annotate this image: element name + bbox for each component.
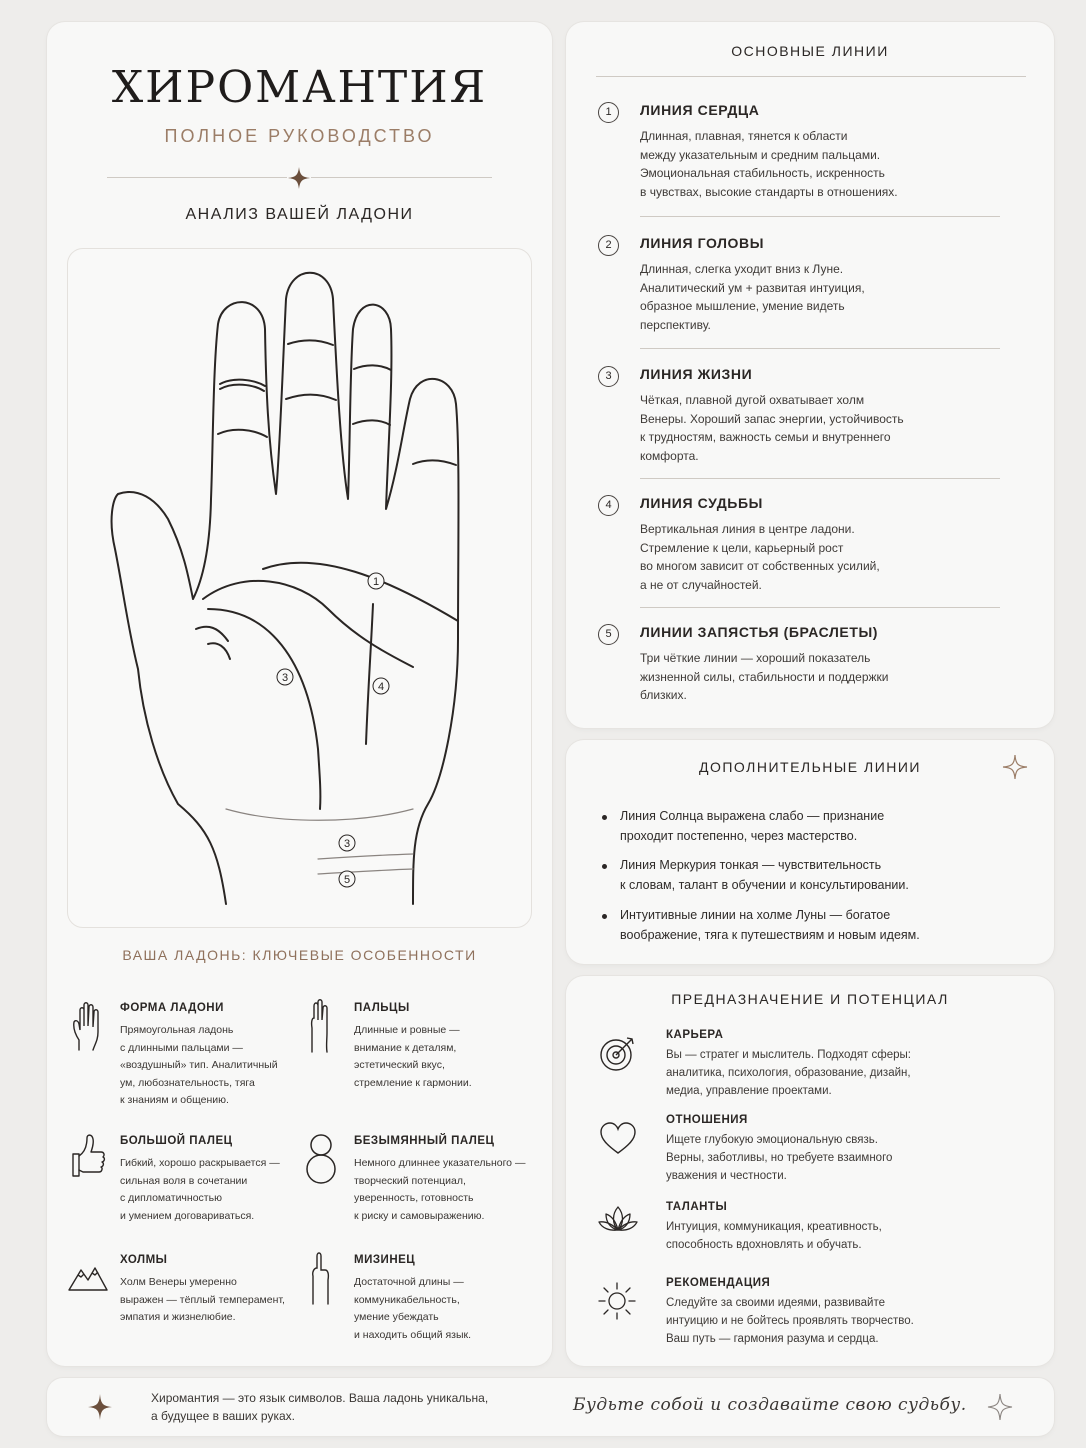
feature-title: БОЛЬШОЙ ПАЛЕЦ [120, 1135, 233, 1147]
svg-text:3: 3 [343, 838, 351, 850]
line-description: Вертикальная линия в центре ладони. Стремление к цели, карьерный рост во многом зависит от собственных усилий, а не от случайностей. [640, 522, 880, 592]
hand-marker [339, 835, 355, 851]
divider [640, 216, 1000, 217]
svg-text:3: 3 [281, 672, 289, 684]
feature-text: Длинные и ровные — внимание к деталям, эстетический вкус, стремление к гармонии. [354, 1024, 472, 1089]
list-item: Интуитивные линии на холме Луны — богатое воображение, тяга к путешествиям и новым идеям. [620, 908, 920, 942]
target-icon [599, 1034, 637, 1072]
thumb-icon [69, 1132, 107, 1180]
analysis-heading: АНАЛИЗ ВАШЕЙ ЛАДОНИ [185, 206, 414, 223]
sparkle-icon [1002, 754, 1028, 780]
line-title: ЛИНИЯ СУДЬБЫ [640, 495, 763, 511]
sun-icon [597, 1281, 637, 1321]
hand-marker [277, 669, 293, 685]
hand-illustration [68, 249, 531, 927]
main-lines-heading: ОСНОВНЫЕ ЛИНИИ [731, 43, 889, 59]
feature-text: Гибкий, хорошо раскрывается — сильная воля в сочетании с дипломатичностью и умением договариваться. [120, 1157, 280, 1222]
feature-title: ФОРМА ЛАДОНИ [120, 1002, 224, 1014]
purpose-text: Следуйте за своими идеями, развивайте интуицию и не бойтесь проявлять творчество. Ваш путь — гармония разума и сердца. [666, 1297, 914, 1345]
bullet [602, 815, 607, 820]
divider [640, 478, 1000, 479]
line-title: ЛИНИЯ СЕРДЦА [640, 102, 760, 118]
svg-text:1: 1 [372, 576, 380, 588]
fingers-icon [308, 998, 332, 1054]
bullet [602, 914, 607, 919]
number-badge: 5 [598, 624, 619, 645]
number-badge: 1 [598, 102, 619, 123]
main-lines-card [566, 22, 1054, 728]
divider [640, 607, 1000, 608]
feature-title: ХОЛМЫ [120, 1254, 168, 1266]
feature-title: БЕЗЫМЯННЫЙ ПАЛЕЦ [354, 1135, 495, 1147]
hand-marker [339, 871, 355, 887]
purpose-title: КАРЬЕРА [666, 1029, 724, 1041]
sparkle-icon [987, 1393, 1013, 1421]
open-palm-icon [71, 1000, 105, 1052]
line-description: Три чёткие линии — хороший показатель жизненной силы, стабильности и поддержки близких. [640, 651, 889, 702]
purpose-text: Интуиция, коммуникация, креативность, способность вдохновлять и обучать. [666, 1221, 882, 1251]
ring-finger-icon [305, 1132, 337, 1186]
svg-text:4: 4 [377, 681, 385, 693]
feature-text: Холм Венеры умеренно выражен — тёплый темперамент, эмпатия и жизнелюбие. [120, 1276, 285, 1323]
sparkle-icon [87, 1393, 113, 1421]
palm-analysis-card [47, 22, 552, 1366]
page-title: ХИРОМАНТИЯ [111, 62, 488, 113]
list-item: Линия Солнца выражена слабо — признание проходит постепенно, через мастерство. [620, 809, 885, 843]
divider [640, 348, 1000, 349]
line-title: ЛИНИИ ЗАПЯСТЬЯ (БРАСЛЕТЫ) [640, 624, 879, 640]
feature-text: Прямоугольная ладонь с длинными пальцами — «воздушный» тип. Аналитичный ум, любознательность, тяга к знаниям и общению. [120, 1024, 278, 1106]
mountains-icon [67, 1262, 109, 1292]
line-description: Чёткая, плавной дугой охватывает холм Венеры. Хороший запас энергии, устойчивость к трудностям, важность семьи и внутреннего комфорта. [640, 393, 904, 463]
purpose-title: РЕКОМЕНДАЦИЯ [666, 1277, 771, 1289]
hand-marker [373, 678, 389, 694]
line-description: Длинная, слегка уходит вниз к Луне. Аналитический ум + развитая интуиция, образное мышление, умение видеть перспективу. [640, 262, 865, 332]
number-badge: 4 [598, 495, 619, 516]
purpose-card [566, 976, 1054, 1366]
number-badge: 3 [598, 366, 619, 387]
purpose-title: ОТНОШЕНИЯ [666, 1114, 748, 1126]
sparkle-icon [287, 166, 311, 190]
footer-text: Хиромантия — это язык символов. Ваша ладонь уникальна, а будущее в ваших руках. [151, 1391, 489, 1423]
footer-card [47, 1378, 1054, 1436]
line-title: ЛИНИЯ ЖИЗНИ [640, 366, 753, 382]
lotus-icon [597, 1204, 639, 1234]
purpose-text: Ищете глубокую эмоциональную связь. Верны, заботливы, но требуете взаимного уважения и честности. [666, 1134, 893, 1182]
footer-motto: Будьте собой и создавайте свою судьбу. [573, 1395, 967, 1415]
little-finger-icon [309, 1250, 333, 1306]
purpose-heading: ПРЕДНАЗНАЧЕНИЕ И ПОТЕНЦИАЛ [671, 991, 949, 1007]
feature-title: МИЗИНЕЦ [354, 1254, 416, 1266]
feature-title: ПАЛЬЦЫ [354, 1002, 410, 1014]
number-badge: 2 [598, 235, 619, 256]
feature-text: Достаточной длины — коммуникабельность, умение убеждать и находить общий язык. [354, 1276, 472, 1341]
divider [596, 76, 1026, 77]
purpose-text: Вы — стратег и мыслитель. Подходят сферы: аналитика, психология, образование, дизайн, медиа, управление проектами. [666, 1049, 911, 1097]
extra-lines-card [566, 740, 1054, 964]
svg-text:5: 5 [343, 874, 351, 886]
purpose-title: ТАЛАНТЫ [666, 1201, 728, 1213]
page-subtitle: ПОЛНОЕ РУКОВОДСТВО [164, 126, 435, 146]
line-title: ЛИНИЯ ГОЛОВЫ [640, 235, 765, 251]
list-item: Линия Меркурия тонкая — чувствительность к словам, талант в обучении и консультировании. [620, 858, 909, 892]
hand-marker [368, 573, 384, 589]
bullet [602, 864, 607, 869]
features-heading: ВАША ЛАДОНЬ: КЛЮЧЕВЫЕ ОСОБЕННОСТИ [122, 947, 477, 963]
line-description: Длинная, плавная, тянется к области между указательным и средним пальцами. Эмоциональная стабильность, искренность в чувствах, высокие стандарты в отношениях. [640, 129, 898, 199]
heart-icon [599, 1121, 637, 1155]
extra-lines-heading: ДОПОЛНИТЕЛЬНЫЕ ЛИНИИ [698, 759, 921, 775]
hand-illustration-frame [67, 248, 532, 928]
feature-text: Немного длиннее указательного — творческий потенциал, уверенность, готовность к риску и самовыражению. [354, 1157, 526, 1222]
